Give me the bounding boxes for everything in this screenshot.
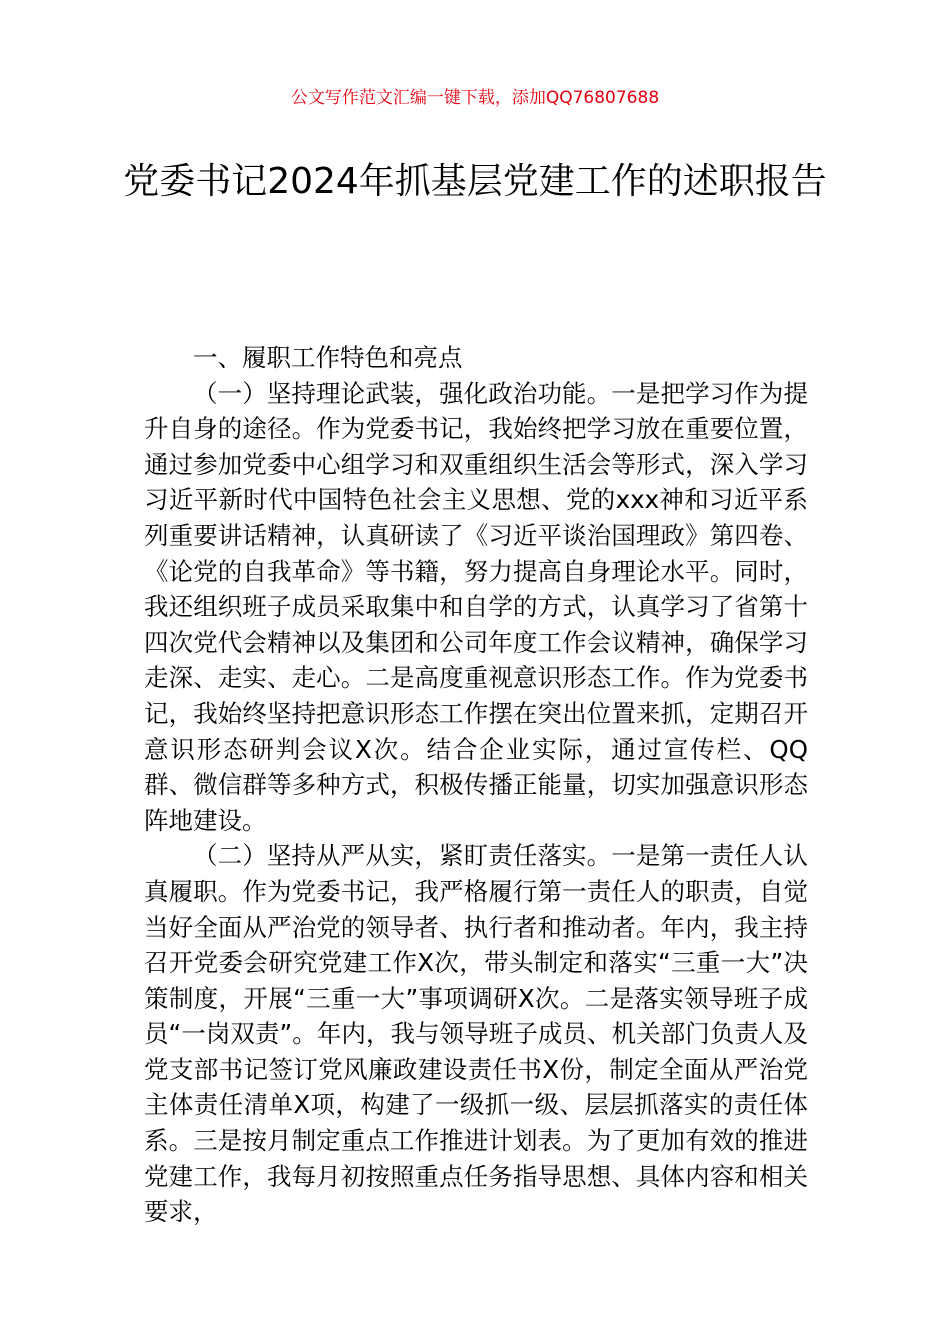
- document-title: 党委书记2024年抓基层党建工作的述职报告: [123, 161, 827, 202]
- body-paragraph-2: （二）坚持从严从实，紧盯责任落实。一是第一责任人认真履职。作为党委书记，我严格履行第一责任人的职责，自觉当好全面从严治党的领导者、执行者和推动者。年内，我主持召开党委会研究党建工作X次，带头制定和落实“三重一大”决策制度，开展“三重一大”事项调研X次。二是落实领导班子成员“一岗双责”。年内，我与领导班子成员、机关部门负责人及党支部书记签订党风廉政建设责任书X份，制定全面从严治党主体责任清单X项，构建了一级抓一级、层层抓落实的责任体系。三是按月制定重点工作推进计划表。为了更加有效的推进党建工作，我每月初按照重点任务指导思想、具体内容和相关要求，: [144, 841, 808, 1227]
- document-body: [144, 340, 808, 1230]
- download-notice[interactable]: 公文写作范文汇编一键下载，添加QQ76807688: [290, 88, 660, 108]
- body-paragraph-1: （一）坚持理论武装，强化政治功能。一是把学习作为提升自身的途径。作为党委书记，我始终把学习放在重要位置，通过参加党委中心组学习和双重组织生活会等形式，深入学习习近平新时代中国特色社会主义思想、党的xxx神和习近平系列重要讲话精神，认真研读了《习近平谈治国理政》第四卷、《论党的自我革命》等书籍，努力提高自身理论水平。同时，我还组织班子成员采取集中和自学的方式，认真学习了省第十四次党代会精神以及集团和公司年度工作会议精神，确保学习走深、走实、走心。二是高度重视意识形态工作。作为党委书记，我始终坚持把意识形态工作摆在突出位置来抓，定期召开意识形态研判会议X次。结合企业实际，通过宣传栏、QQ群、微信群等多种方式，积极传播正能量，切实加强意识形态阵地建设。: [144, 378, 808, 835]
- section-heading: 一、履职工作特色和亮点: [193, 343, 463, 372]
